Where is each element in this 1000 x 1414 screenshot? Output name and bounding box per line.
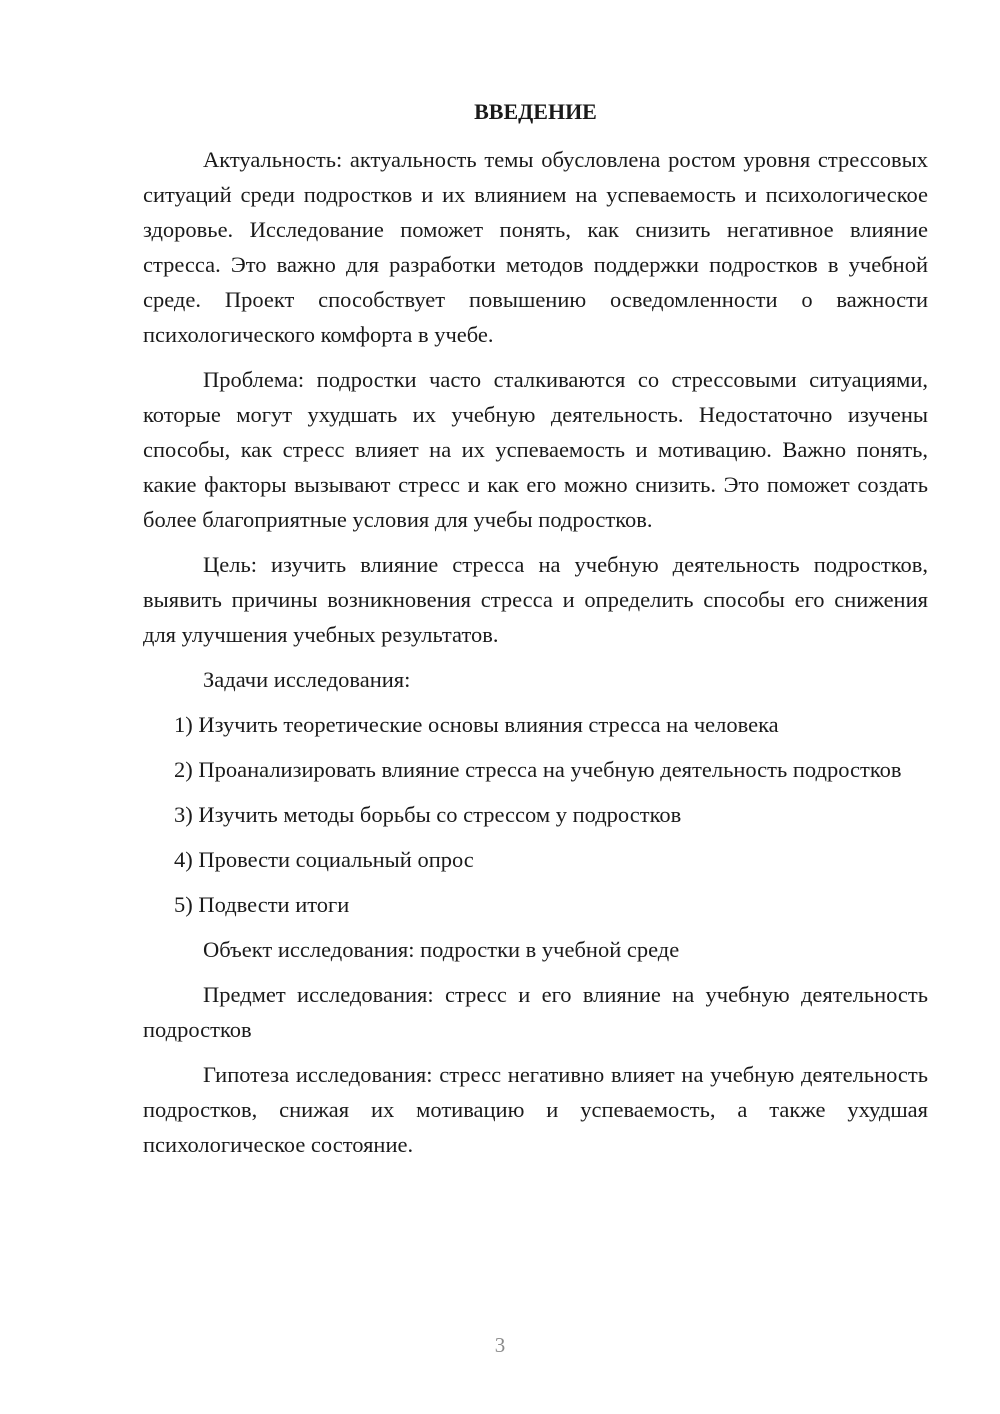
page-title: ВВЕДЕНИЕ bbox=[474, 99, 597, 124]
page-number: 3 bbox=[494, 1333, 506, 1357]
tasks-heading: Задачи исследования: bbox=[203, 667, 411, 692]
object-paragraph: Объект исследования: подростки в учебной среде bbox=[203, 937, 680, 962]
problem-paragraph: Проблема: подростки часто сталкиваются со стрессовыми ситуациями, которые могут ухудшать их учебную деятельность. Недостаточно изучены способы, как стресс влияет на их успеваемость и мотивацию. Важно понять, какие факторы вызывают стресс и как его можно снизить. Это поможет создать более благоприятные условия для учебы подростков. bbox=[143, 367, 928, 532]
list-item: 2) Проанализировать влияние стресса на учебную деятельность подростков bbox=[174, 757, 902, 782]
relevance-paragraph: Актуальность: актуальность темы обусловлена ростом уровня стрессовых ситуаций среди подростков и их влиянием на успеваемость и психологическое здоровье. Исследование поможет понять, как снизить негативное влияние стресса. Это важно для разработки методов поддержки подростков в учебной среде. Проект способствует повышению осведомленности о важности психологического комфорта в учебе. bbox=[143, 147, 928, 347]
list-item: 3) Изучить методы борьбы со стрессом у подростков bbox=[174, 802, 682, 827]
document-page bbox=[143, 94, 928, 1172]
list-item: 1) Изучить теоретические основы влияния стресса на человека bbox=[174, 712, 779, 737]
hypothesis-paragraph: Гипотеза исследования: стресс негативно влияет на учебную деятельность подростков, снижая их мотивацию и успеваемость, а также ухудшая психологическое состояние. bbox=[143, 1062, 928, 1157]
tasks-list bbox=[143, 707, 928, 922]
goal-paragraph: Цель: изучить влияние стресса на учебную деятельность подростков, выявить причины возникновения стресса и определить способы его снижения для улучшения учебных результатов. bbox=[143, 552, 928, 647]
list-item: 5) Подвести итоги bbox=[174, 892, 350, 917]
list-item: 4) Провести социальный опрос bbox=[174, 847, 474, 872]
subject-paragraph: Предмет исследования: стресс и его влияние на учебную деятельность подростков bbox=[143, 982, 928, 1042]
